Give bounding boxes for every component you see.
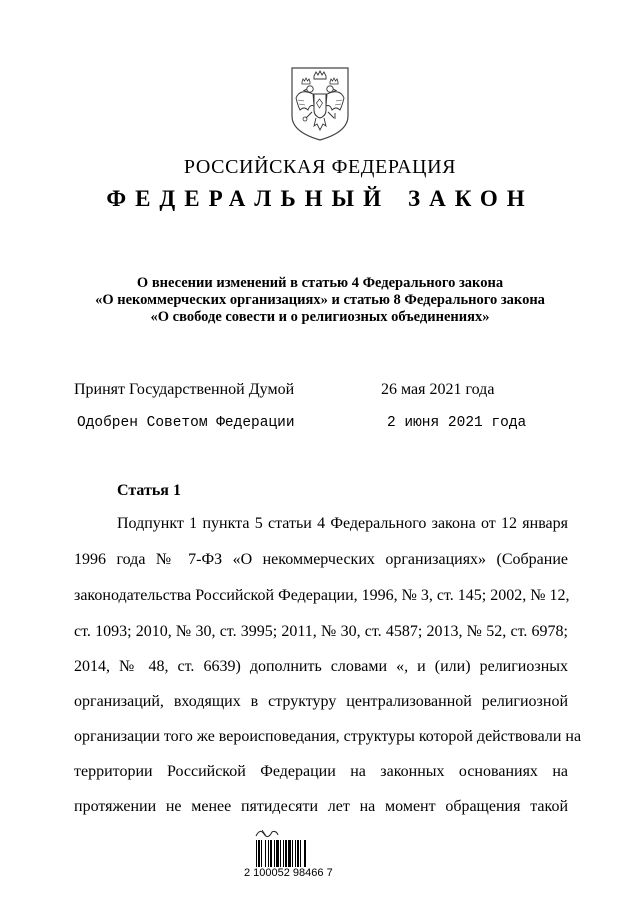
- handwritten-initials-mark: [254, 826, 280, 838]
- duma-adoption-date: 26 мая 2021 года: [381, 381, 495, 398]
- duma-adoption-label: Принят Государственной Думой: [74, 381, 295, 398]
- paragraph-line: территории Российской Федерации на законных основаниях на: [74, 763, 568, 780]
- barcode-number: 2 100052 98466 7: [244, 867, 333, 879]
- law-title: [60, 275, 580, 326]
- law-title-line: О внесении изменений в статью 4 Федерального закона: [136, 275, 504, 291]
- council-approval-label: Одобрен Советом Федерации: [77, 415, 295, 431]
- paragraph-line: ст. 1093; 2010, № 30, ст. 3995; 2011, № 30, ст. 4587; 2013, № 52, ст. 6978;: [74, 623, 568, 640]
- barcode-icon: [256, 840, 320, 867]
- document-type: [0, 186, 640, 212]
- paragraph-line: организации того же вероисповедания, структуры которой действовали на: [74, 728, 582, 745]
- law-title-line: «О некоммерческих организациях» и статью 8 Федерального закона: [95, 292, 545, 308]
- article-1-heading: Статья 1: [117, 482, 181, 499]
- document-type-word-2: ЗАКОН: [408, 186, 534, 211]
- paragraph-line: Подпункт 1 пункта 5 статьи 4 Федерального закона от 12 января: [117, 515, 568, 532]
- paragraph-line: 1996 года № 7-ФЗ «О некоммерческих организациях» (Собрание: [74, 551, 568, 568]
- russian-eagle-emblem-icon: [288, 66, 352, 142]
- law-title-line: «О свободе совести и о религиозных объединениях»: [150, 309, 490, 325]
- paragraph-line: 2014, № 48, ст. 6639) дополнить словами «, и (или) религиозных: [74, 658, 568, 675]
- council-approval-date: 2 июня 2021 года: [387, 415, 527, 431]
- paragraph-line: организаций, входящих в структуру централизованной религиозной: [74, 693, 568, 710]
- country-name: РОССИЙСКАЯ ФЕДЕРАЦИЯ: [183, 156, 457, 178]
- paragraph-line: протяжении не менее пятидесяти лет на момент обращения такой: [74, 798, 568, 815]
- document-type-word-1: ФЕДЕРАЛЬНЫЙ: [106, 186, 391, 211]
- paragraph-line: законодательства Российской Федерации, 1996, № 3, ст. 145; 2002, № 12,: [74, 587, 570, 604]
